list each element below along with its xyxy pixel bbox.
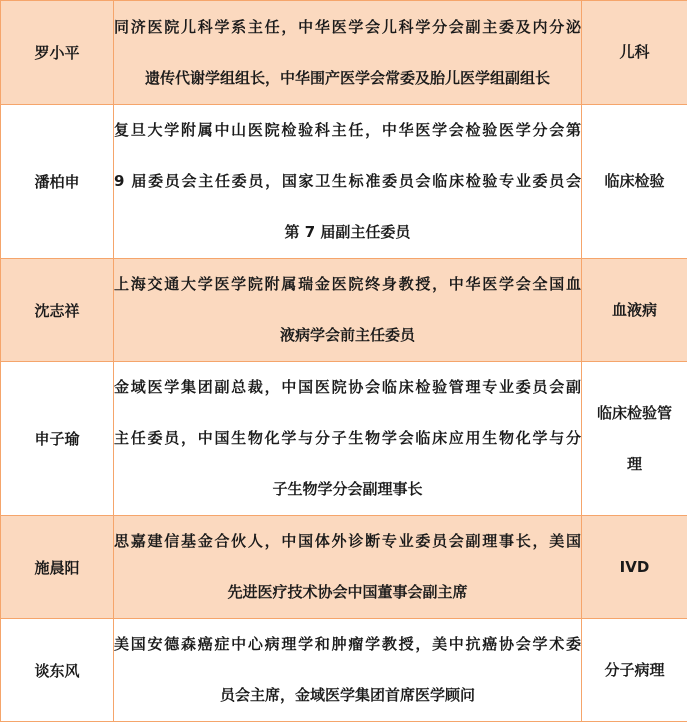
expert-description (114, 619, 582, 722)
field-line: 临床检验 (582, 156, 687, 207)
table-row (1, 1, 687, 105)
expert-name: 申子瑜 (1, 362, 114, 516)
table-row (1, 105, 687, 259)
description-line: 同济医院儿科学系主任，中华医学会儿科学分会副主委及内分泌 (114, 2, 581, 53)
description-line: 复旦大学附属中山医院检验科主任，中华医学会检验医学分会第 (114, 105, 581, 156)
field-line: 儿科 (582, 27, 687, 78)
description-line: 上海交通大学医学院附属瑞金医院终身教授，中华医学会全国血 (114, 259, 581, 310)
expert-description (114, 1, 582, 105)
table-row (1, 516, 687, 619)
expert-field (582, 362, 687, 516)
expert-name: 谈东风 (1, 619, 114, 722)
field-line: 分子病理 (582, 645, 687, 696)
expert-name: 沈志祥 (1, 259, 114, 362)
expert-name: 罗小平 (1, 1, 114, 105)
description-line: 子生物学分会副理事长 (114, 464, 581, 515)
field-line: 血液病 (582, 285, 687, 336)
expert-description (114, 259, 582, 362)
expert-field (582, 516, 687, 619)
expert-field (582, 1, 687, 105)
description-line: 液病学会前主任委员 (114, 310, 581, 361)
description-line: 主任委员，中国生物化学与分子生物学会临床应用生物化学与分 (114, 413, 581, 464)
description-line: 思嘉建信基金合伙人，中国体外诊断专业委员会副理事长，美国 (114, 516, 581, 567)
expert-name: 潘柏申 (1, 105, 114, 259)
field-line: 理 (582, 439, 687, 490)
expert-name: 施晨阳 (1, 516, 114, 619)
description-line: 员会主席，金域医学集团首席医学顾问 (114, 670, 581, 721)
expert-description (114, 516, 582, 619)
description-line: 金域医学集团副总裁，中国医院协会临床检验管理专业委员会副 (114, 362, 581, 413)
description-line: 遗传代谢学组组长，中华围产医学会常委及胎儿医学组副组长 (114, 53, 581, 104)
description-line: 第 7 届副主任委员 (114, 207, 581, 258)
expert-field (582, 105, 687, 259)
field-line: 临床检验管 (582, 388, 687, 439)
field-line: IVD (582, 542, 687, 593)
table-row (1, 619, 687, 722)
description-line: 9 届委员会主任委员，国家卫生标准委员会临床检验专业委员会 (114, 156, 581, 207)
table-row (1, 259, 687, 362)
expert-description (114, 105, 582, 259)
table-row (1, 362, 687, 516)
description-line: 先进医疗技术协会中国董事会副主席 (114, 567, 581, 618)
expert-field (582, 259, 687, 362)
description-line: 美国安德森癌症中心病理学和肿瘤学教授，美中抗癌协会学术委 (114, 619, 581, 670)
expert-field (582, 619, 687, 722)
expert-description (114, 362, 582, 516)
